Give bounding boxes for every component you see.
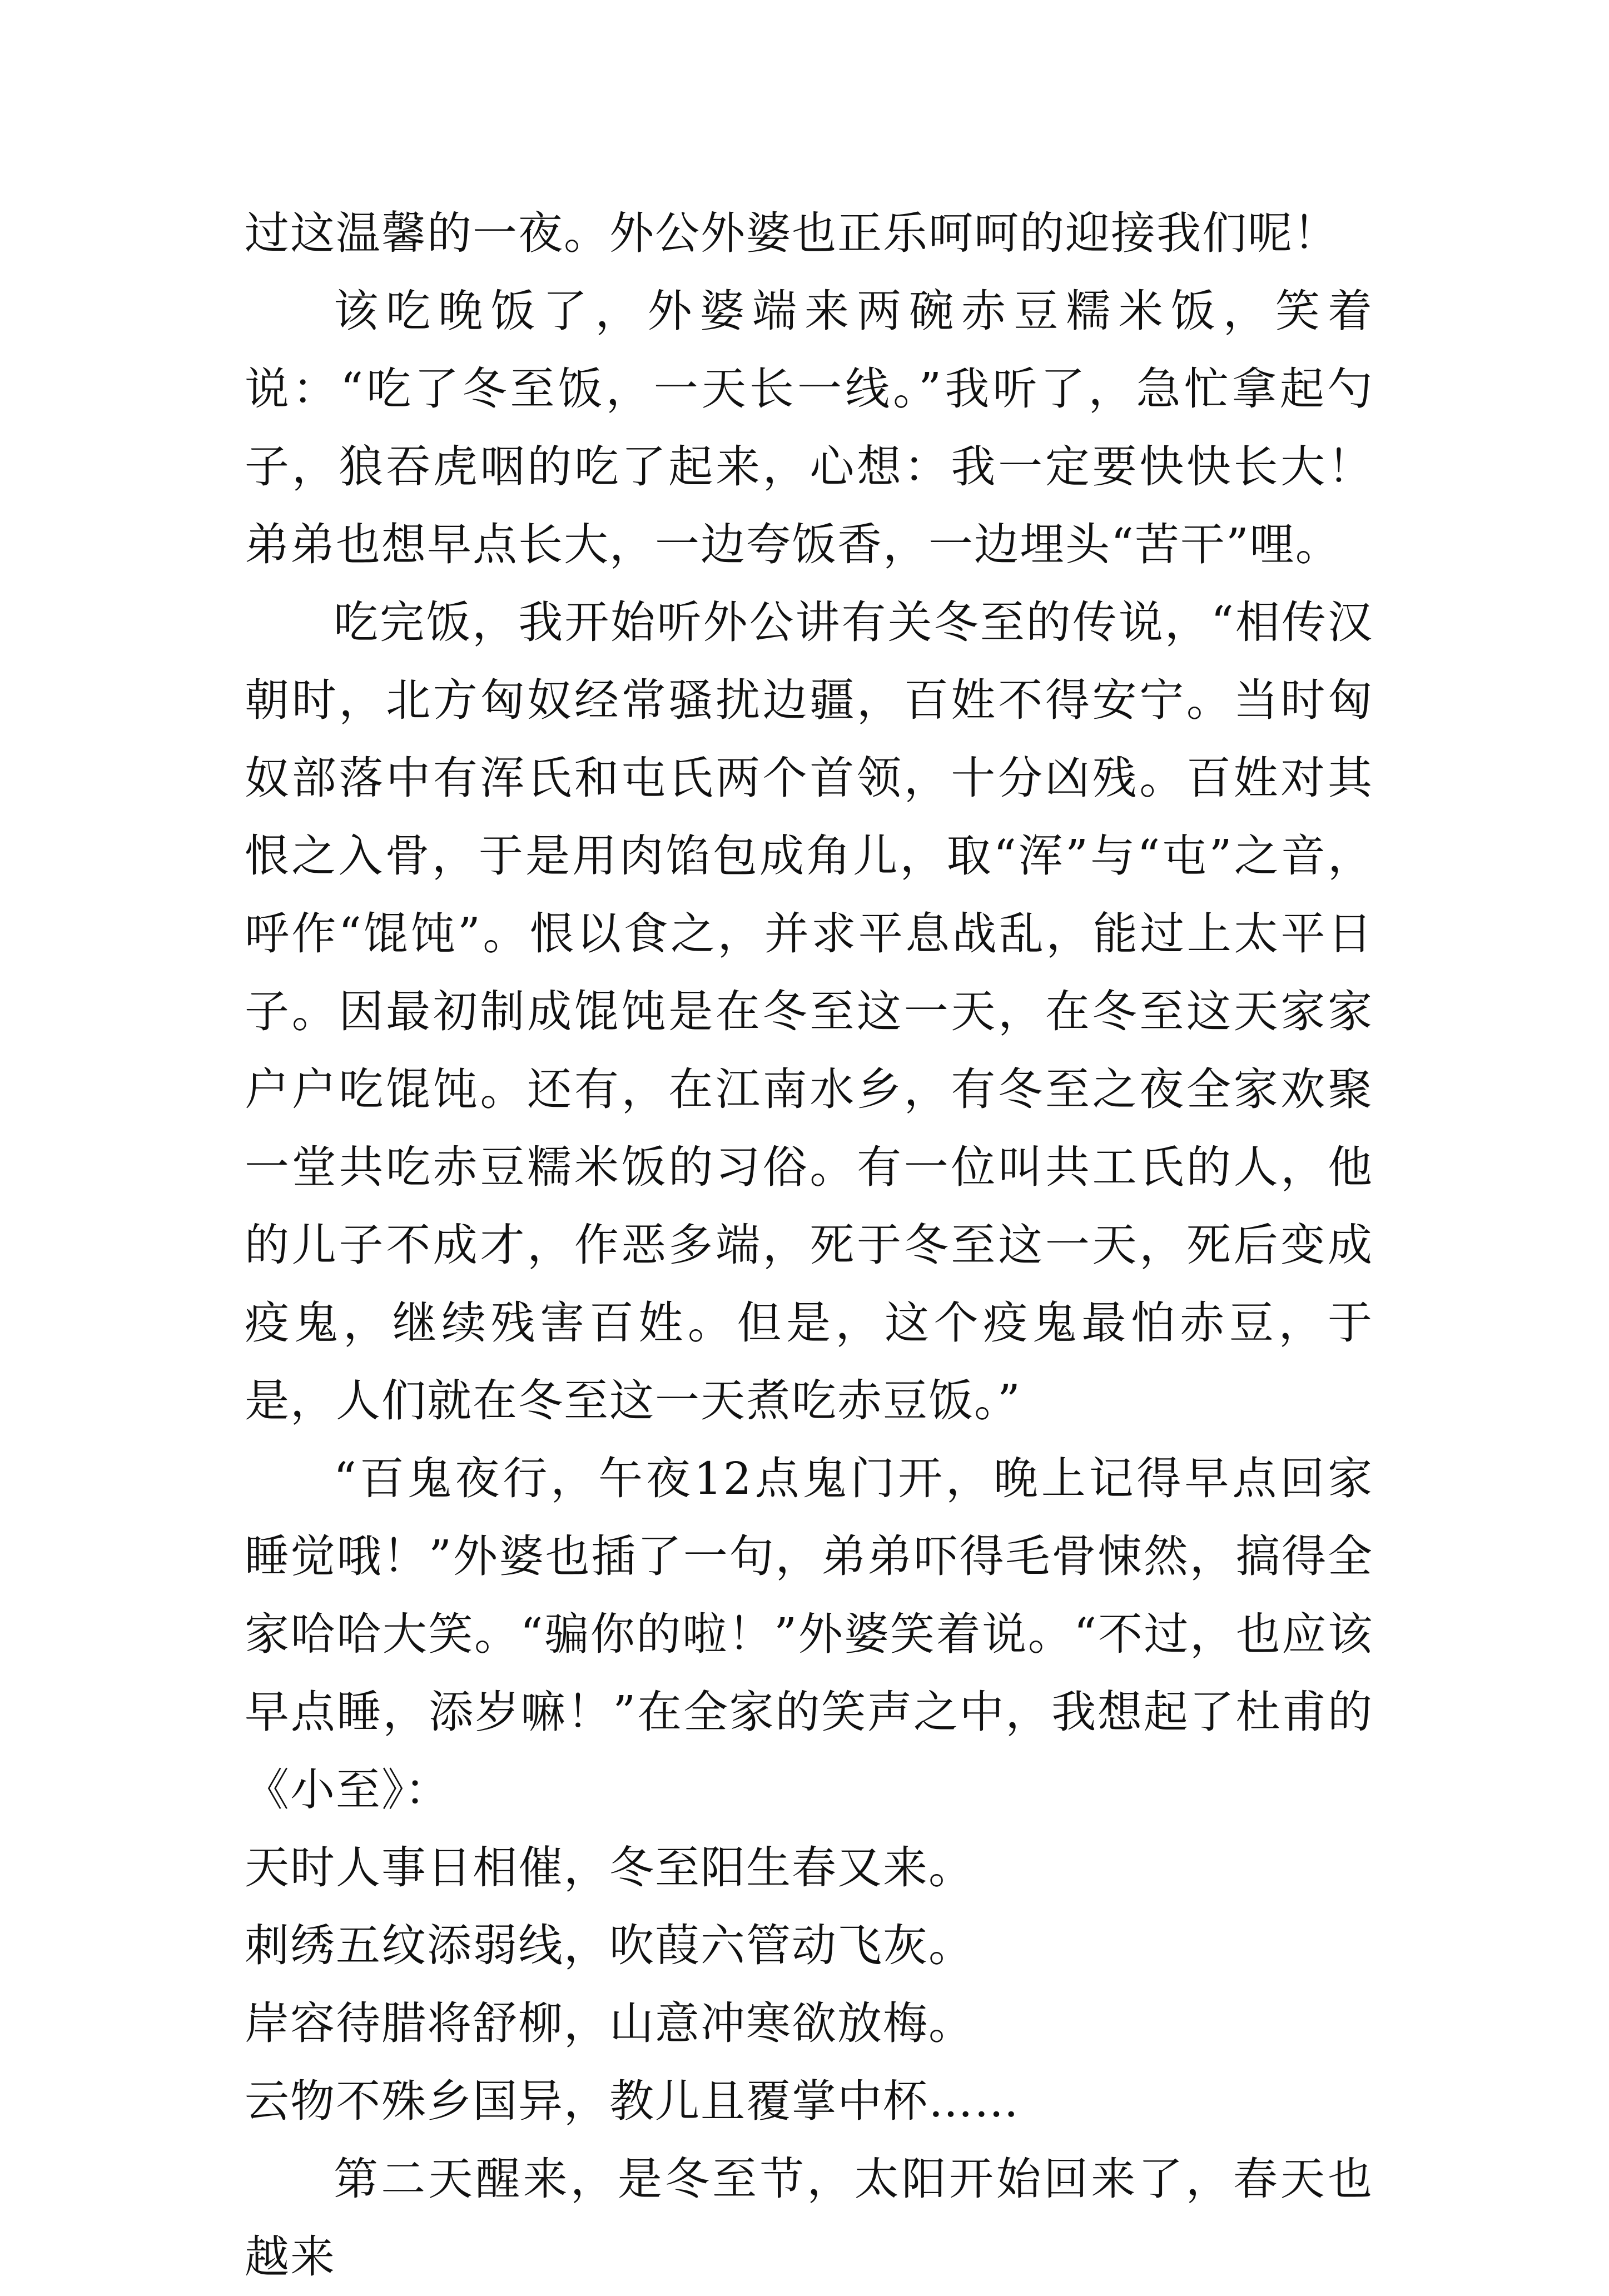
poem-line-3: 岸容待腊将舒柳，山意冲寒欲放梅。 xyxy=(245,1997,974,2049)
poem-line-4: 云物不殊乡国异，教儿且覆掌中杯…… xyxy=(245,2075,1020,2127)
paragraph-ghosts: “百鬼夜行，午夜12点鬼门开，晚上记得早点回家睡觉哦！”外婆也插了一句，弟弟吓得毛骨悚然，搞得全家哈哈大笑。“骗你的啦！”外婆笑着说。“不过，也应该早点睡，添岁嘛！”在全家的笑声之中，我想起了杜甫的《小至》： xyxy=(245,1453,1373,1816)
paragraph-closing: 第二天醒来，是冬至节，太阳开始回来了，春天也越来 xyxy=(245,2153,1373,2283)
document-body xyxy=(245,195,1373,2296)
paragraph-legend: 吃完饭，我开始听外公讲有关冬至的传说，“相传汉朝时，北方匈奴经常骚扰边疆，百姓不得安宁。当时匈奴部落中有浑氏和屯氏两个首领，十分凶残。百姓对其恨之入骨，于是用肉馅包成角儿，取“浑”与“屯”之音，呼作“馄饨”。恨以食之，并求平息战乱，能过上太平日子。因最初制成馄饨是在冬至这一天，在冬至这天家家户户吃馄饨。还有，在江南水乡，有冬至之夜全家欢聚一堂共吃赤豆糯米饭的习俗。有一位叫共工氏的人，他的儿子不成才，作恶多端，死于冬至这一天，死后变成疫鬼，继续残害百姓。但是，这个疫鬼最怕赤豆，于是，人们就在冬至这一天煮吃赤豆饭。” xyxy=(245,597,1373,1427)
paragraph-continuation: 过这温馨的一夜。外公外婆也正乐呵呵的迎接我们呢！ xyxy=(245,207,1339,259)
poem-line-1: 天时人事日相催，冬至阳生春又来。 xyxy=(245,1842,974,1894)
poem-line-2: 刺绣五纹添弱线，吹葭六管动飞灰。 xyxy=(245,1920,974,1971)
paragraph-dinner: 该吃晚饭了，外婆端来两碗赤豆糯米饭，笑着说：“吃了冬至饭，一天长一线。”我听了，急忙拿起勺子，狼吞虎咽的吃了起来，心想：我一定要快快长大！弟弟也想早点长大，一边夸饭香，一边埋头“苦干”哩。 xyxy=(245,285,1373,570)
